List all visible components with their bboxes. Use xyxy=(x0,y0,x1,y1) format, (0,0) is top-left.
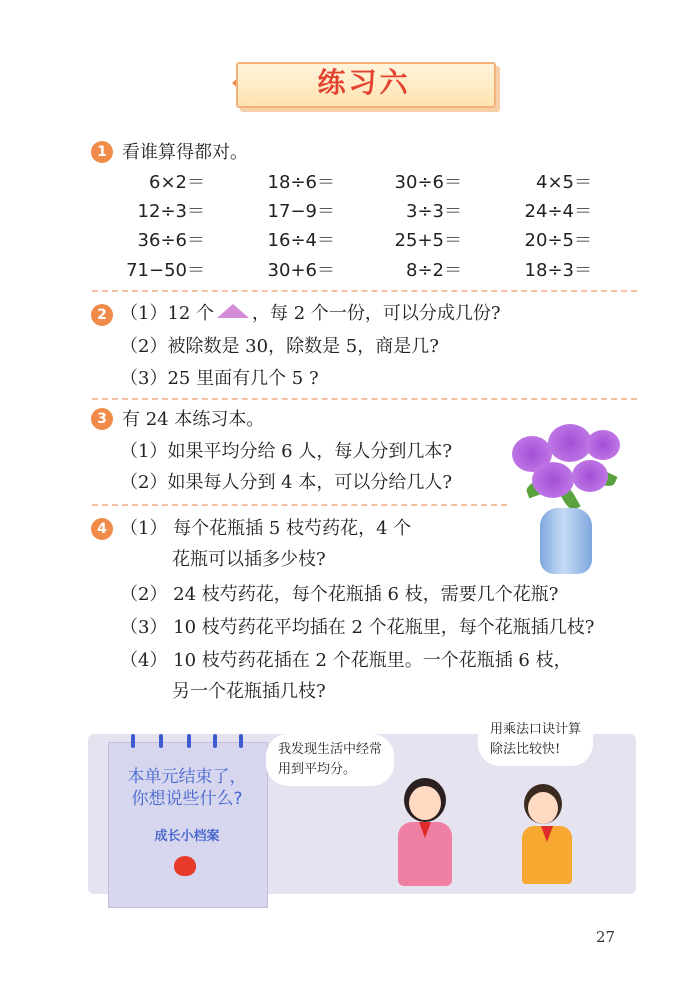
calc-item: 18÷6＝ xyxy=(267,172,335,193)
red-scarf xyxy=(419,822,431,838)
section-1-number: 1 xyxy=(91,141,113,163)
s2-q1-prefix: （1）12 个 xyxy=(120,303,215,324)
calc-item: 8÷2＝ xyxy=(406,260,462,281)
s4-q1-line2: 花瓶可以插多少枝? xyxy=(172,549,326,570)
s4-q4-line1: （4） 10 枝芍药花插在 2 个花瓶里。一个花瓶插 6 枝， xyxy=(120,650,572,671)
calc-item: 30÷6＝ xyxy=(394,172,462,193)
calc-item: 18÷3＝ xyxy=(524,260,592,281)
notepad-line-2: 你想说些什么? xyxy=(131,789,243,809)
flower-shape xyxy=(532,462,574,498)
divider xyxy=(92,504,507,506)
page-number: 27 xyxy=(596,928,616,946)
boy-speech-line-2: 除法比较快! xyxy=(490,742,561,757)
calc-item: 30+6＝ xyxy=(267,260,335,281)
calc-item: 4×5＝ xyxy=(536,172,592,193)
calc-item: 24÷4＝ xyxy=(524,201,592,222)
calc-item: 12÷3＝ xyxy=(137,201,205,222)
section-4-number: 4 xyxy=(91,518,113,540)
boy-speech-bubble xyxy=(478,714,593,766)
s4-q1-line1: （1） 每个花瓶插 5 枝芍药花，4 个 xyxy=(120,518,412,539)
section-2-number: 2 xyxy=(91,304,113,326)
calc-item: 3÷3＝ xyxy=(406,201,462,222)
calc-item: 36÷6＝ xyxy=(137,230,205,251)
s4-q2-text: （2） 24 枝芍药花，每个花瓶插 6 枝，需要几个花瓶? xyxy=(120,584,559,605)
s4-q4-line2: 另一个花瓶插几枝? xyxy=(172,681,326,702)
divider xyxy=(92,290,637,292)
girl-face xyxy=(409,786,441,820)
flower-shape xyxy=(572,460,608,492)
notepad-ring xyxy=(213,734,217,748)
red-scarf xyxy=(541,826,553,842)
s2-q1-text: ，每 2 个一份，可以分成几份? xyxy=(252,303,501,324)
s3-q2-text: （2）如果每人分到 4 本，可以分给几人? xyxy=(120,472,452,493)
calc-item: 71−50＝ xyxy=(126,260,205,281)
notepad-ring xyxy=(159,734,163,748)
flower-shape xyxy=(586,430,620,460)
notepad-caption: 成长小档案 xyxy=(154,829,220,844)
s4-q3-text: （3） 10 枝芍药花平均插在 2 个花瓶里，每个花瓶插几枝? xyxy=(120,617,595,638)
divider xyxy=(92,398,637,400)
notepad-ring xyxy=(239,734,243,748)
calc-item: 25+5＝ xyxy=(394,230,462,251)
calc-item: 16÷4＝ xyxy=(267,230,335,251)
s2-q2-text: （2）被除数是 30，除数是 5，商是几? xyxy=(120,336,439,357)
calc-item: 6×2＝ xyxy=(149,172,205,193)
vase-shape xyxy=(540,508,592,574)
s3-q1-text: （1）如果平均分给 6 人，每人分到几本? xyxy=(120,441,452,462)
section-3-heading: 有 24 本练习本。 xyxy=(122,409,265,430)
s2-q3-text: （3）25 里面有几个 5 ? xyxy=(120,368,319,389)
notepad-ring xyxy=(187,734,191,748)
triangle-shape xyxy=(217,304,249,318)
girl-speech-line-2: 用到平均分。 xyxy=(278,762,357,777)
boy-face xyxy=(528,792,558,824)
section-3-number: 3 xyxy=(91,408,113,430)
girl-speech-bubble xyxy=(266,734,394,786)
calc-item: 20÷5＝ xyxy=(524,230,592,251)
boy-speech-line-1: 用乘法口诀计算 xyxy=(490,722,582,737)
girl-speech-line-1: 我发现生活中经常 xyxy=(278,742,383,757)
flower-stamp-icon xyxy=(174,856,196,876)
notepad-ring xyxy=(131,734,135,748)
page-title: 练习六 xyxy=(317,66,411,99)
calc-item: 17−9＝ xyxy=(267,201,335,222)
notepad-line-1: 本单元结束了， xyxy=(127,767,247,787)
section-1-heading: 看谁算得都对。 xyxy=(122,142,248,163)
